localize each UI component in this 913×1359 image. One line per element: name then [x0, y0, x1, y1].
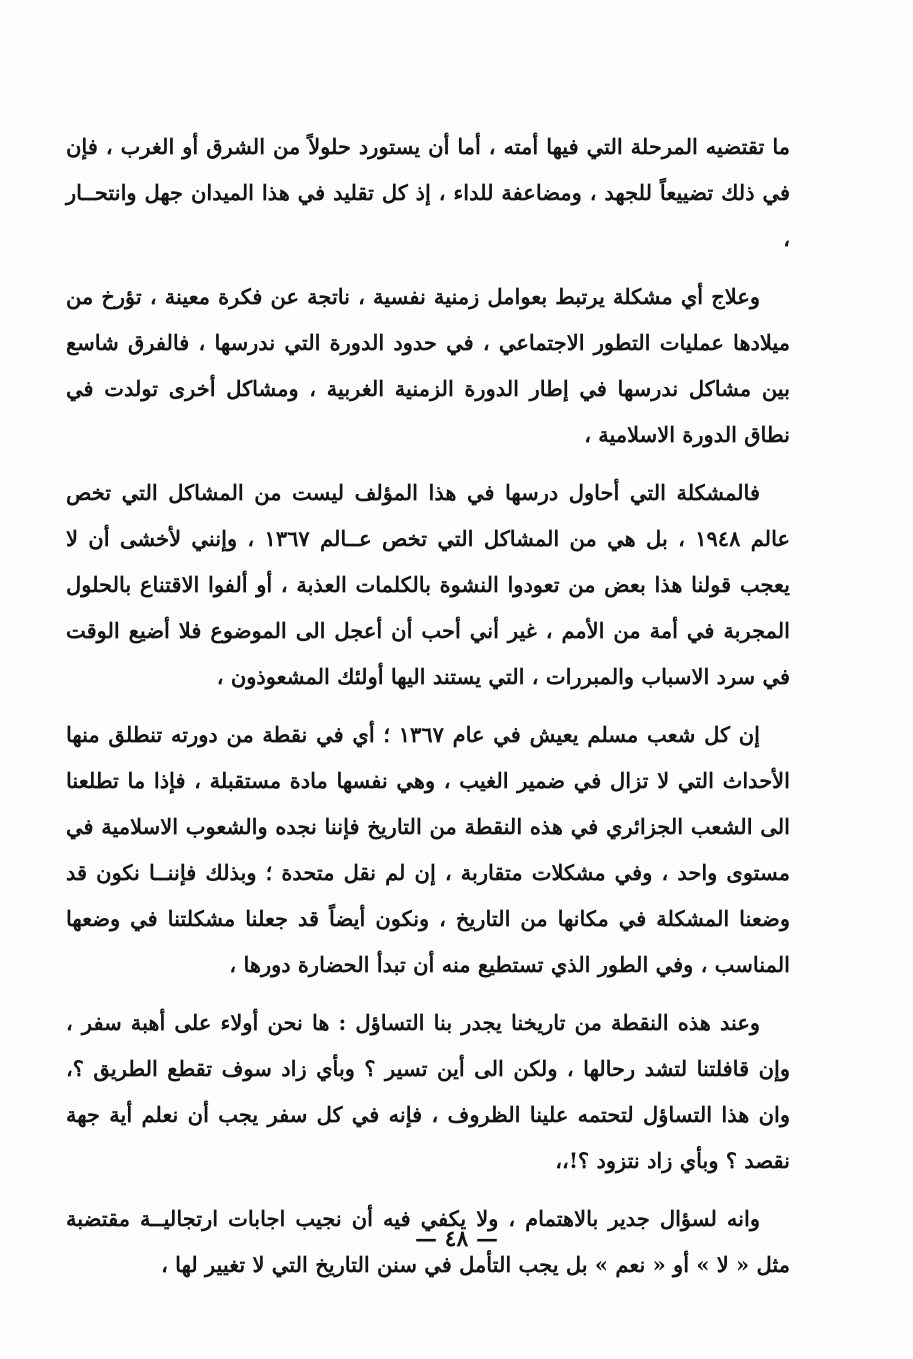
paragraph-4: إن كل شعب مسلم يعيش في عام ١٣٦٧ ؛ أي في نقطة من دورته تنطلق منها الأحداث التي لا تزال في ضمير الغيب ، وهي نفسها مادة مستقبلة ، فإذا ما تطلعنا الى الشعب الجزائري في هذه النقطة من التاريخ فإننا نجده والشعوب الاسلامية في مستوى واحد ، وفي مشكلات متقاربة ، إن لم نقل متحدة ؛ وبذلك فإننــا نكون قد وضعنا المشكلة في مكانها من التاريخ ، ونكون أيضاً قد جعلنا مشكلتنا في وضعها المناسب ، وفي الطور الذي تستطيع منه أن تبدأ الحضارة دورها ، — [66, 722, 790, 977]
paragraph-5: وعند هذه النقطة من تاريخنا يجدر بنا التساؤل : ها نحن أولاء على أهبة سفر ، وإن قافلتنا لتشد رحالها ، ولكن الى أين تسير ؟ وبأي زاد سوف تقطع الطريق ؟، وان هذا التساؤل لتحتمه علينا الظروف ، فإنه في كل سفر يجب أن نعلم أية جهة نقصد ؟ وبأي زاد نتزود ؟!،، — [66, 1010, 790, 1173]
paragraph-1: ما تقتضيه المرحلة التي فيها أمته ، أما أن يستورد حلولاً من الشرق أو الغرب ، فإن في ذلك تضييعاً للجهد ، ومضاعفة للداء ، إذ كل تقليد في هذا الميدان جهل وانتحــار ، — [66, 134, 790, 251]
page-number: — ٤٨ — — [415, 1226, 498, 1252]
paragraph-2: وعلاج أي مشكلة يرتبط بعوامل زمنية نفسية ، ناتجة عن فكرة معينة ، تؤرخ من ميلادها عمليات التطور الاجتماعي ، في حدود الدورة التي ندرسها ، فالفرق شاسع بين مشاكل ندرسها في إطار الدورة الزمنية الغربية ، ومشاكل أخرى تولدت في نطاق الدورة الاسلامية ، — [66, 284, 790, 447]
paragraph-3: فالمشكلة التي أحاول درسها في هذا المؤلف ليست من المشاكل التي تخص عالم ١٩٤٨ ، بل هي من المشاكل التي تخص عــالم ١٣٦٧ ، وإنني لأخشى أن لا يعجب قولنا هذا بعض من تعودوا النشوة بالكلمات العذبة ، أو ألفوا الاقتناع بالحلول المجربة في أمة من الأمم ، غير أني أحب أن أعجل الى الموضوع فلا أضيع الوقت في سرد الاسباب والمبررات ، التي يستند اليها أولئك المشعوذون ، — [66, 480, 790, 689]
paragraph-6: وانه لسؤال جدير بالاهتمام ، ولا يكفي فيه أن نجيب اجابات ارتجاليــة مقتضبة مثل « لا » أو « نعم » بل يجب التأمل في سنن التاريخ التي لا تغيير لها ، — [66, 1206, 790, 1277]
body-text — [66, 124, 790, 1300]
